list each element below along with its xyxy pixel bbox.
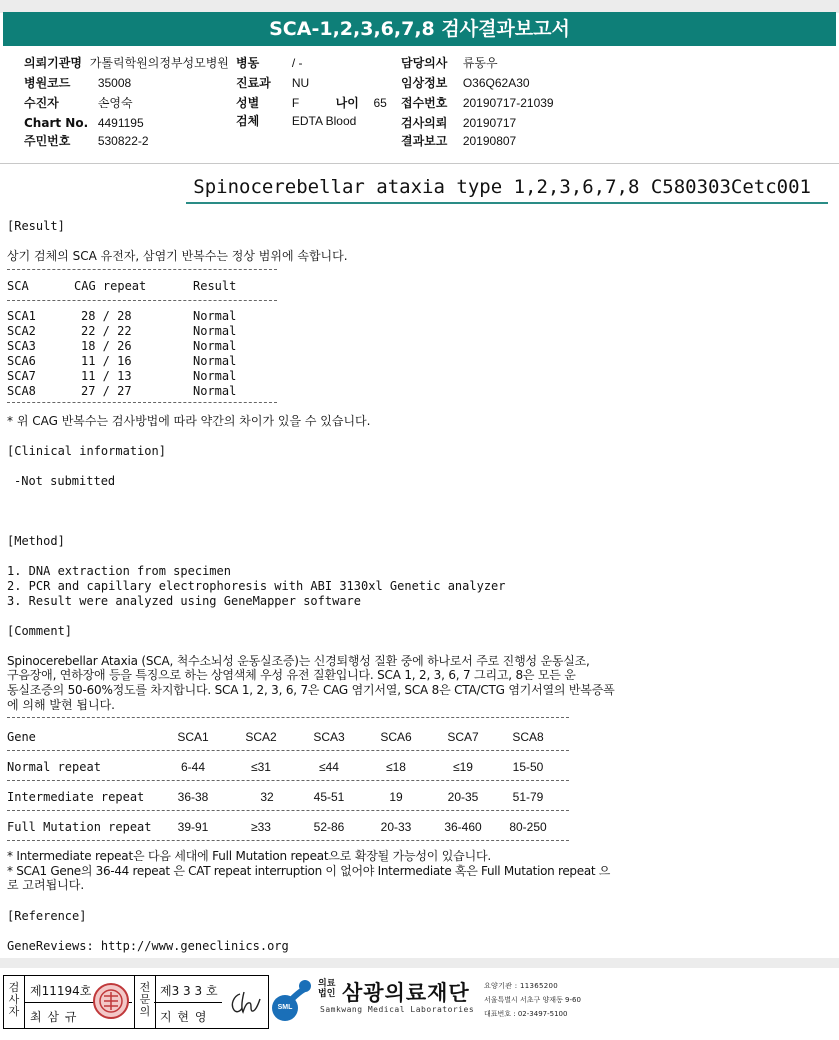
cell: Normal [193,309,237,323]
table-row [7,369,237,384]
signer-name: 지 현 영 [160,1010,208,1024]
field-value: 20190717 [462,116,517,130]
header-row [236,77,309,90]
comment-line: 동실조증의 50-60%정도를 차지합니다. SCA 1, 2, 3, 6, 7은 CAG 염기서열, SCA 8은 CTA/CTG 염기서열의 반복증폭 [7,683,615,697]
field-label: 의뢰기관명 [24,56,82,70]
field-value: 20190717-21039 [462,96,554,110]
divider [7,810,569,811]
divider [7,269,277,270]
result-note: * 위 CAG 반복수는 검사방법에 따라 약간의 차이가 있을 수 있습니다. [7,414,371,428]
method-step: 3. Result were analyzed using GeneMapper software [7,594,362,608]
org-english: Samkwang Medical Laboratories [320,1005,475,1014]
age-label: 나이 [335,96,359,110]
field-label: 임상정보 [401,76,448,90]
field-value: 4491195 [97,116,144,130]
table-header [7,279,237,294]
cell: 22 / 22 [81,324,132,338]
field-label: 진료과 [236,76,271,90]
cell: 11 / 16 [81,354,132,368]
field-value: 류동우 [462,56,498,70]
header-row [24,57,229,70]
column-header: Result [193,279,237,293]
result-heading: [Result] [7,219,65,233]
field-label: 병원코드 [24,76,71,90]
method-step: 2. PCR and capillary electrophoresis with ABI 3130xl Genetic analyzer [7,579,506,593]
column-header: SCA [7,279,29,293]
comment-line: 구음장애, 연하장애 등을 특징으로 하는 상염색체 우성 유전 질환입니다. SCA 1, 2, 3, 6, 7 그리고, 8은 모든 운 [7,668,576,682]
field-value: 20190807 [462,134,517,148]
gene-col-header: SCA1 [177,730,209,744]
comment-line: Spinocerebellar Ataxia (SCA, 척수소뇌성 운동실조증)는 신경퇴행성 질환 중에 하나로서 주로 진행성 운동실조, [7,654,590,668]
test-name: Spinocerebellar ataxia type 1,2,3,6,7,8 C580303Cetc001 [193,176,811,198]
sig-label-cell [4,976,25,1028]
field-value: 손영숙 [97,96,133,110]
sig-label: 검사자 [8,981,20,1018]
header-row [401,117,516,130]
divider [7,717,569,718]
table-row [7,354,237,369]
gene-cell: 80-250 [509,820,547,834]
cell: SCA2 [7,324,36,338]
field-value: O36Q62A30 [462,76,530,90]
gene-cell: 19 [389,790,403,804]
gene-row-label: Normal repeat [7,760,101,774]
cell: Normal [193,339,237,353]
divider [7,750,569,751]
header-row [236,97,387,110]
comment-note: * SCA1 Gene의 36-44 repeat 은 CAT repeat interruption 이 없어야 Intermediate 혹은 Full Mutation repeat 으 [7,864,611,878]
gene-cell: ≥33 [251,820,271,834]
logo-abbrev: SML [277,1004,293,1011]
org-phone: 대표번호 : 02-3497-5100 [484,1010,568,1018]
signer-name: 최 삼 규 [30,1010,78,1024]
gene-col-header: SCA2 [245,730,277,744]
signature-box [3,975,269,1029]
cell: Normal [193,369,237,383]
gene-cell: 51-79 [512,790,544,804]
gene-cell: 6-44 [180,760,206,774]
table-row [7,339,237,354]
header-row [401,57,498,70]
gene-col-header: Gene [7,730,36,744]
company-logo-icon [271,976,319,1024]
test-name-underline [186,202,828,204]
org-address: 서울특별시 서초구 양재동 9-60 [484,996,581,1004]
sig-label-cell [134,976,156,1028]
field-value: 가톨릭학원의정부성모병원 [89,56,229,70]
comment-line: 에 의해 발현 됩니다. [7,698,115,712]
comment-note: 로 고려됩니다. [7,878,85,892]
cell: 18 / 26 [81,339,132,353]
footer-band [0,958,839,968]
header-row [236,57,303,70]
org-code: 요양기관 : 11365200 [484,982,558,990]
divider [7,840,569,841]
sig-row [154,976,222,1003]
signature-icon [226,986,264,1018]
cell: Normal [193,384,237,398]
divider [7,300,277,301]
reference-link[interactable]: GeneReviews: http://www.geneclinics.org [7,939,289,953]
reference-heading: [Reference] [7,909,87,923]
gene-cell: 15-50 [512,760,544,774]
gene-col-header: SCA8 [512,730,544,744]
field-label: 병동 [236,56,260,70]
divider [7,780,569,781]
org-name: 삼광의료재단 [342,981,470,1005]
gene-cell: 39-91 [177,820,209,834]
gene-cell: 20-33 [380,820,412,834]
header-row [401,135,516,148]
header-row [24,117,144,130]
table-row [7,324,237,339]
divider [7,402,277,403]
license-number: 제3 3 3 호 [160,984,218,998]
cell: SCA7 [7,369,36,383]
sig-label: 전문의 [139,981,151,1018]
header-row [401,97,554,110]
field-value: 530822-2 [97,134,149,148]
header-divider [0,163,839,164]
table-row [7,309,237,324]
column-header: CAG repeat [74,279,147,293]
table-row [7,384,237,399]
cell: 27 / 27 [81,384,132,398]
clinical-heading: [Clinical information] [7,444,166,458]
seal-stamp-icon [92,982,130,1020]
field-label: 성별 [236,96,260,110]
field-label: 수진자 [24,96,59,110]
cell: SCA6 [7,354,36,368]
header-row [236,115,356,128]
cell: SCA8 [7,384,36,398]
gene-cell: ≤18 [386,760,406,774]
report-title: SCA-1,2,3,6,7,8 검사결과보고서 [3,12,836,46]
method-step: 1. DNA extraction from specimen [7,564,231,578]
gene-cell: 32 [260,790,274,804]
field-value: EDTA Blood [291,114,357,128]
license-number: 제11194호 [30,984,92,998]
cell: Normal [193,354,237,368]
field-label: Chart No. [24,116,89,130]
cell: SCA1 [7,309,36,323]
gene-col-header: SCA7 [447,730,479,744]
field-label: 주민번호 [24,134,71,148]
gene-cell: 45-51 [313,790,345,804]
cell: Normal [193,324,237,338]
header-row [24,97,133,110]
field-value: 35008 [97,76,132,90]
org-prefix: 의료법인 [318,979,336,999]
field-value: NU [291,76,310,90]
field-label: 담당의사 [401,56,448,70]
gene-cell: 36-460 [444,820,482,834]
field-label: 접수번호 [401,96,448,110]
header-row [401,77,530,90]
field-label: 결과보고 [401,134,448,148]
comment-heading: [Comment] [7,624,73,638]
gene-cell: 20-35 [447,790,479,804]
gene-cell: 36-38 [177,790,209,804]
field-label: 검체 [236,114,260,128]
age-value: 65 [373,96,387,110]
gene-row-label: Intermediate repeat [7,790,145,804]
clinical-text: -Not submitted [14,474,116,488]
method-heading: [Method] [7,534,65,548]
header-row [24,77,131,90]
field-label: 검사의뢰 [401,116,448,130]
field-value: / - [291,56,303,70]
comment-note: * Intermediate repeat은 다음 세대에 Full Mutation repeat으로 확장될 가능성이 있습니다. [7,849,491,863]
cell: 11 / 13 [81,369,132,383]
result-summary: 상기 검체의 SCA 유전자, 삼염기 반복수는 정상 범위에 속합니다. [7,249,348,263]
gene-cell: ≤31 [251,760,271,774]
cell: 28 / 28 [81,309,132,323]
gene-col-header: SCA6 [380,730,412,744]
gene-cell: ≤19 [453,760,473,774]
gene-cell: ≤44 [319,760,339,774]
header-row [24,135,149,148]
gene-col-header: SCA3 [313,730,345,744]
gene-cell: 52-86 [313,820,345,834]
field-value: F [291,96,300,110]
gene-row-label: Full Mutation repeat [7,820,152,834]
cell: SCA3 [7,339,36,353]
